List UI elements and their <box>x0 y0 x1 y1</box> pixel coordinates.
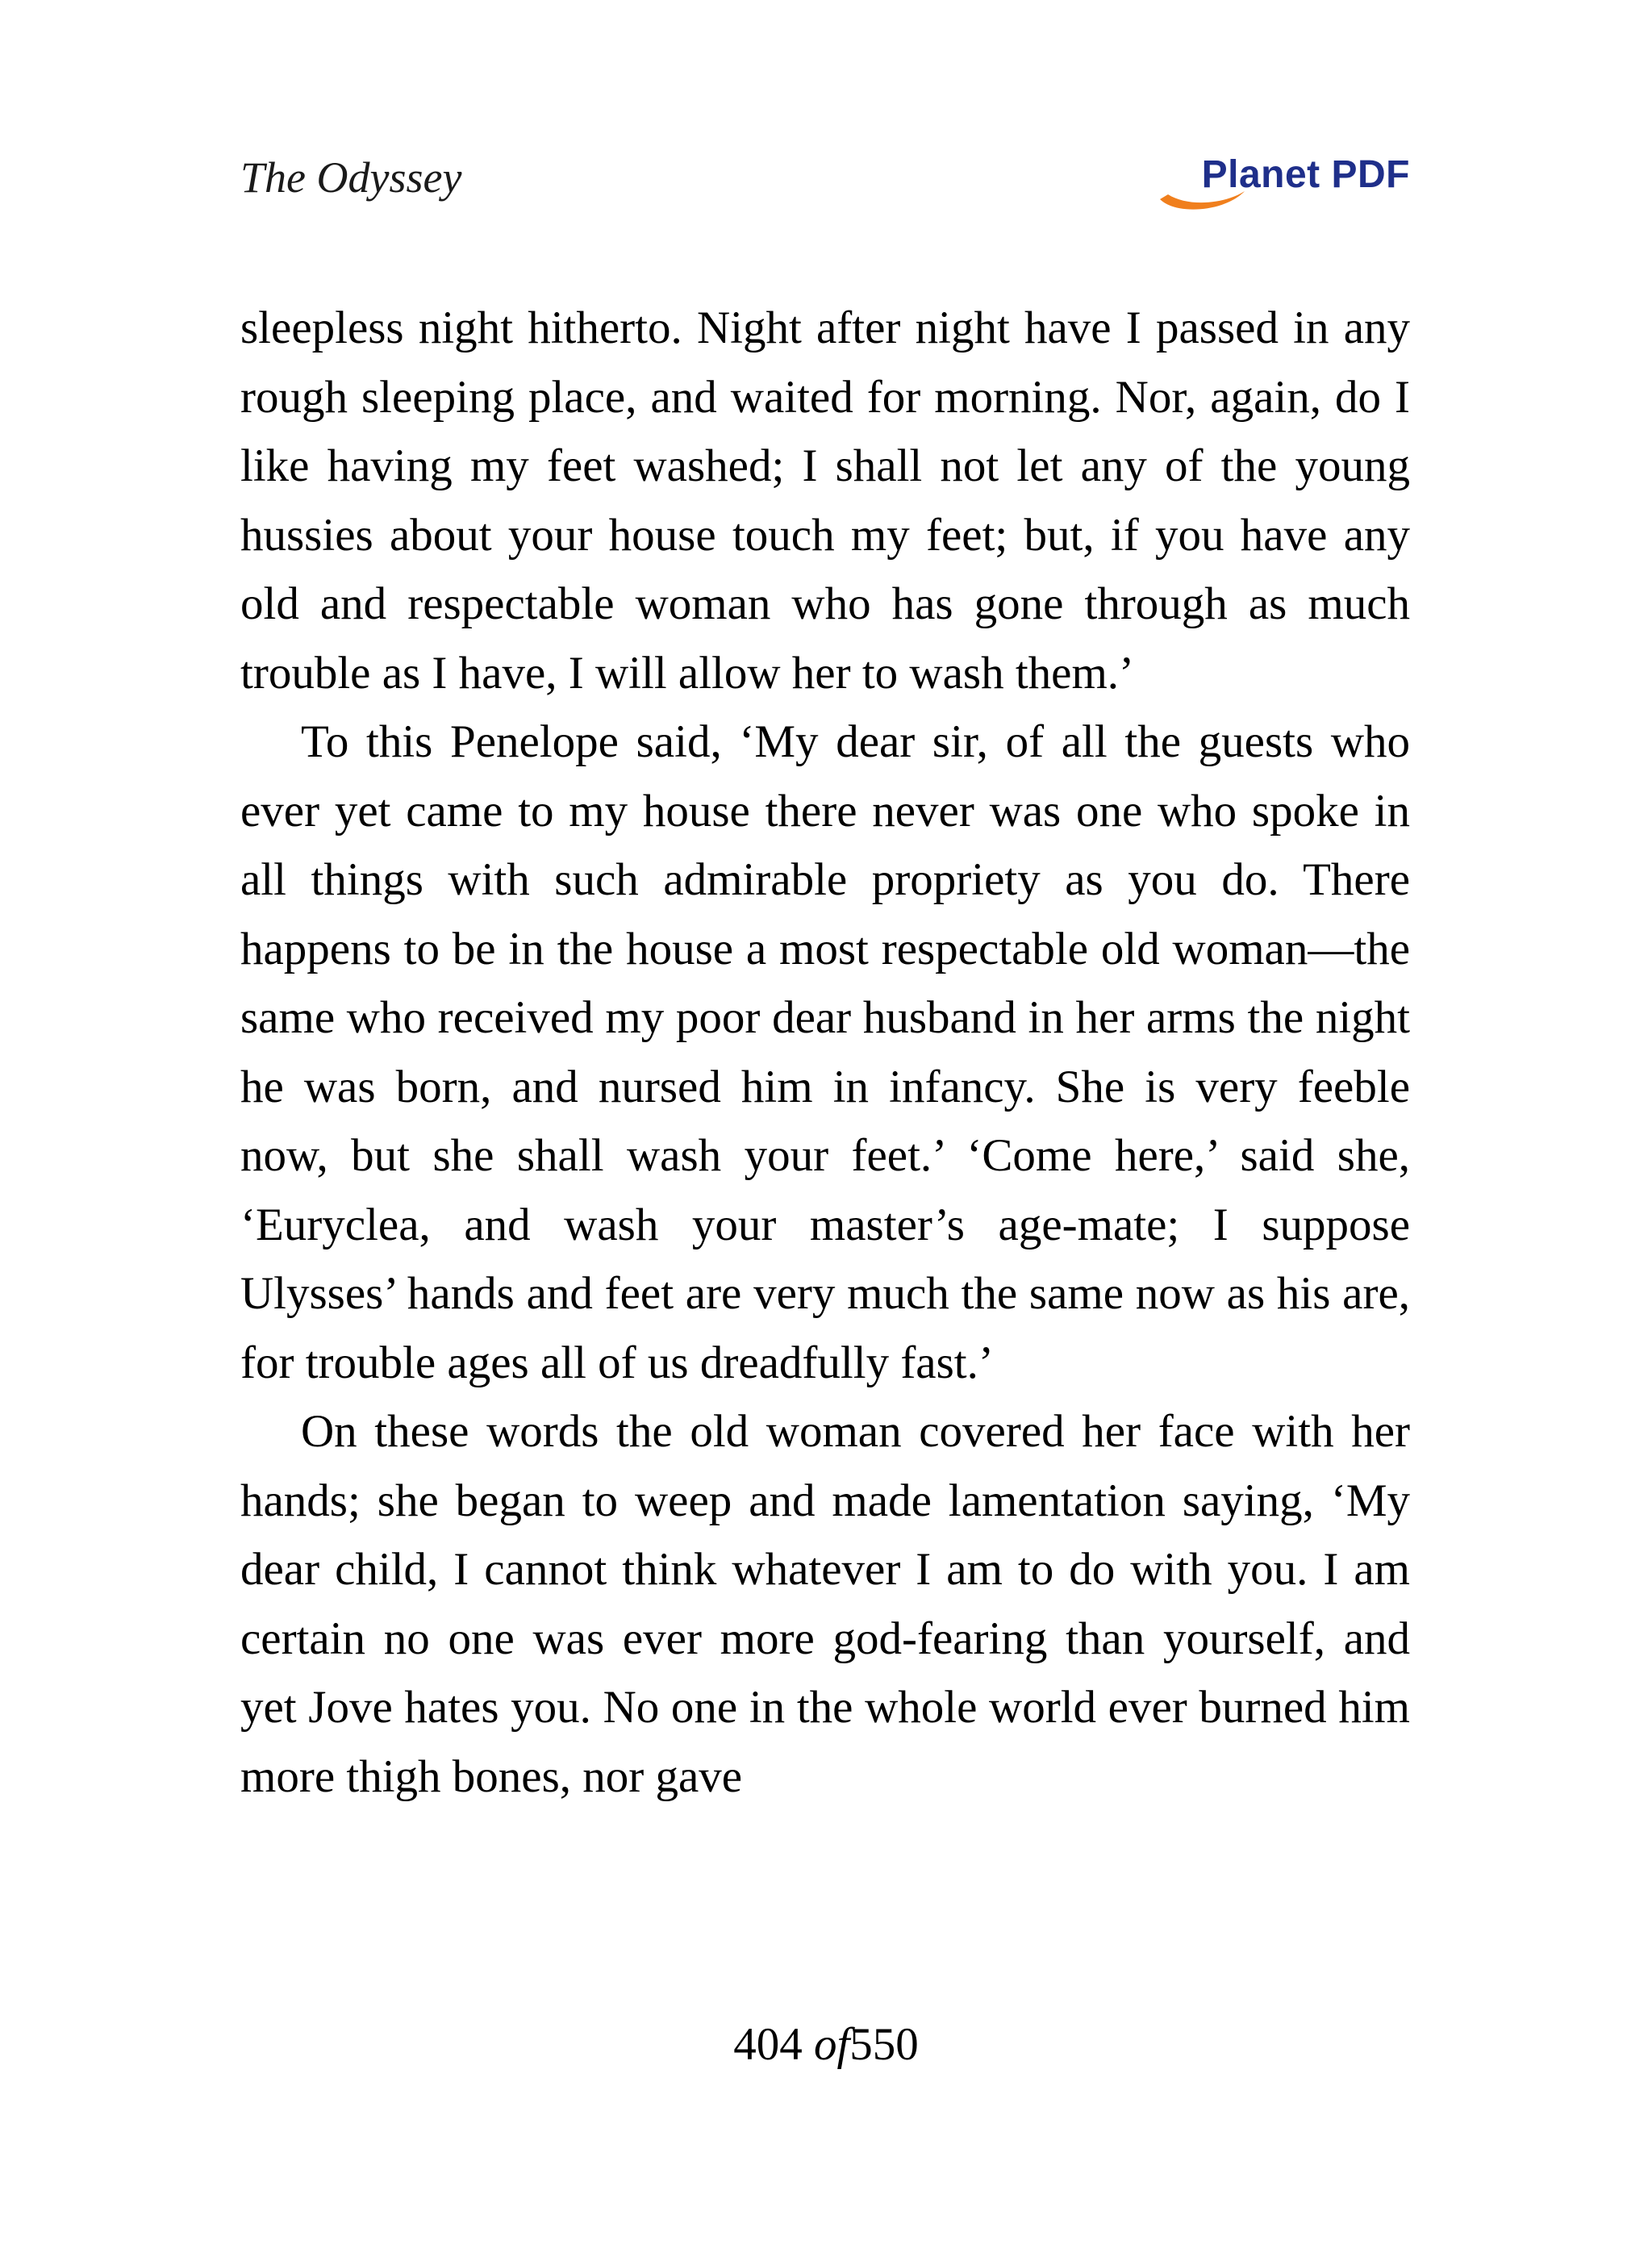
page-header <box>240 149 1410 214</box>
brand-planet: Planet <box>1201 153 1320 196</box>
page-separator: of <box>813 2019 850 2070</box>
paragraph-3: On these words the old woman covered her face with her hands; she began to weep and made lamentation saying, ‘My dear child, I cannot think whatever I am to do with you. I am certain no one was ever more god-fearing than yourself, and yet Jove hates you. No one in the whole world ever burned him more thigh bones, nor gave <box>240 1406 1410 1802</box>
brand-text <box>1202 152 1410 198</box>
total-pages: 550 <box>849 2019 919 2070</box>
current-page: 404 <box>733 2019 803 2070</box>
page-body <box>240 294 1410 1811</box>
page-number <box>0 2017 1652 2073</box>
paragraph-2: To this Penelope said, ‘My dear sir, of all the guests who ever yet came to my house there never was one who spoke in all things with such admirable propriety as you do. There happens to be in the house a most respectable old woman—the same who received my poor dear husband in her arms the night he was born, and nursed him in infancy. She is very feeble now, but she shall wash your feet.’ ‘Come here,’ said she, ‘Euryclea, and wash your master’s age-mate; I suppose Ulysses’ hands and feet are very much the same now as his are, for trouble ages all of us dreadfully fast.’ <box>240 716 1410 1388</box>
planet-pdf-logo <box>1152 149 1410 214</box>
book-title: The Odyssey <box>240 153 462 202</box>
brand-pdf: PDF <box>1320 153 1410 196</box>
paragraph-1: sleepless night hitherto. Night after night have I passed in any rough sleeping place, and waited for morning. Nor, again, do I like having my feet washed; I shall not let any of the young hussies about your house touch my feet; but, if you have any old and respectable woman who has gone through as much trouble as I have, I will allow her to wash them.’ <box>240 302 1410 699</box>
